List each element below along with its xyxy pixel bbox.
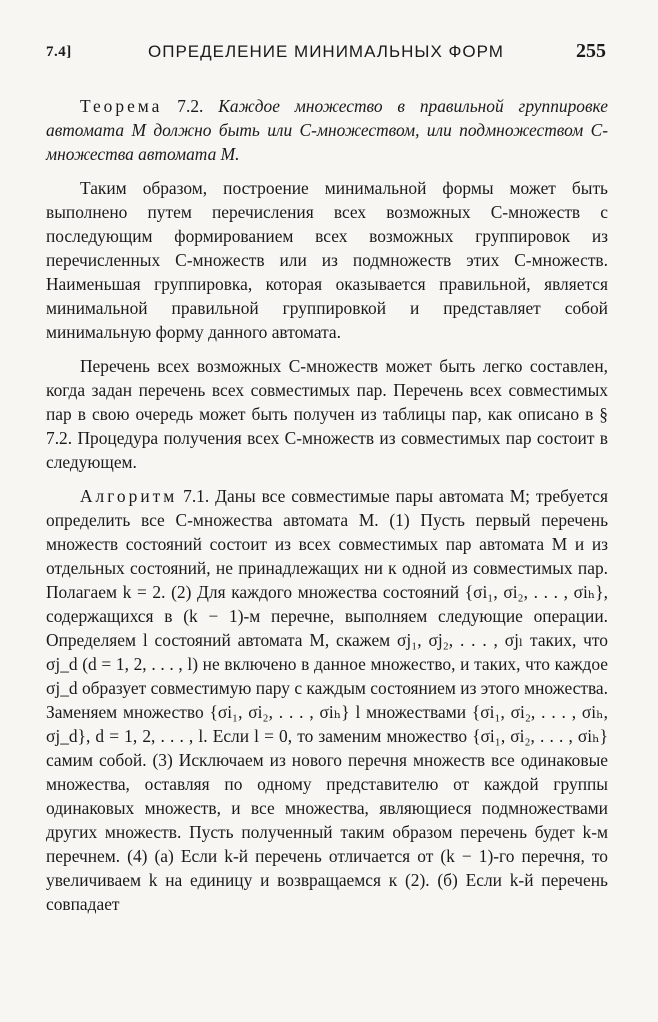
page-body bbox=[46, 94, 608, 926]
algorithm-label: Алгоритм bbox=[80, 486, 178, 506]
page-number: 255 bbox=[576, 40, 606, 62]
theorem-label: Теорема bbox=[80, 96, 163, 116]
theorem-paragraph bbox=[46, 94, 608, 166]
algorithm-text: Даны все совместимые пары автомата M; требуется определить все C-множества автомата M. (1) Пусть первый перечень множеств состояний состоит из всех совместимых пар автомата M и из отдельных состояний, не принадлежащих ни к одной из совместимых пар. Полагаем k = 2. (2) Для каждого множества состояний {σi₁, σi₂, . . . , σiₕ}, содержащихся в (k − 1)-м перечне, выполняем следующие операции. Определяем l состояний автомата M, скажем σj₁, σj₂, . . . , σjₗ таких, что σj_d (d = 1, 2, . . . , l) не включено в данное множество, и таких, что каждое σj_d образует совместимую пару с каждым состоянием из этого множества. Заменяем множество {σi₁, σi₂, . . . , σiₕ} l множествами {σi₁, σi₂, . . . , σiₕ, σj_d}, d = 1, 2, . . . , l. Если l = 0, то заменим множество {σi₁, σi₂, . . . , σiₕ} самим собой. (3) Исключаем из нового перечня множеств все одинаковые множества, оставляя по одному представителю от каждой группы одинаковых множеств, и все множества, являющиеся подмножествами других множеств. Пусть полученный таким образом перечень будет k-м перечнем. (4) (а) Если k-й перечень отличается от (k − 1)-го перечня, то увеличиваем k на единицу и возвращаемся к (2). (б) Если k-й перечень совпадает bbox=[46, 486, 608, 914]
theorem-number: 7.2. bbox=[177, 96, 204, 116]
paragraph-construction: Таким образом, построение минимальной формы может быть выполнено путем перечисления всех возможных C-множеств с последующим формированием всех возможных группировок из перечисленных C-множеств или из подмножеств этих C-множеств. Наименьшая группировка, которая оказывается правильной, является минимальной правильной группировкой и представляет собой минимальную форму данного автомата. bbox=[46, 178, 608, 342]
section-number: 7.4] bbox=[46, 44, 72, 60]
algorithm-paragraph bbox=[46, 484, 608, 916]
paragraph-pairs: Перечень всех возможных C-множеств может быть легко составлен, когда задан перечень всех совместимых пар. Перечень всех совместимых пар в свою очередь может быть получен из таблицы пар, как описано в § 7.2. Процедура получения всех C-множеств из совместимых пар состоит в следующем. bbox=[46, 356, 608, 472]
running-header bbox=[46, 40, 606, 66]
theorem-statement: Каждое множество в правильной группировке автомата M должно быть или C-множеством, или подмножеством C-множества автомата M. bbox=[46, 96, 608, 164]
chapter-title: ОПРЕДЕЛЕНИЕ МИНИМАЛЬНЫХ ФОРМ bbox=[148, 42, 504, 61]
algorithm-number: 7.1. bbox=[183, 486, 210, 506]
